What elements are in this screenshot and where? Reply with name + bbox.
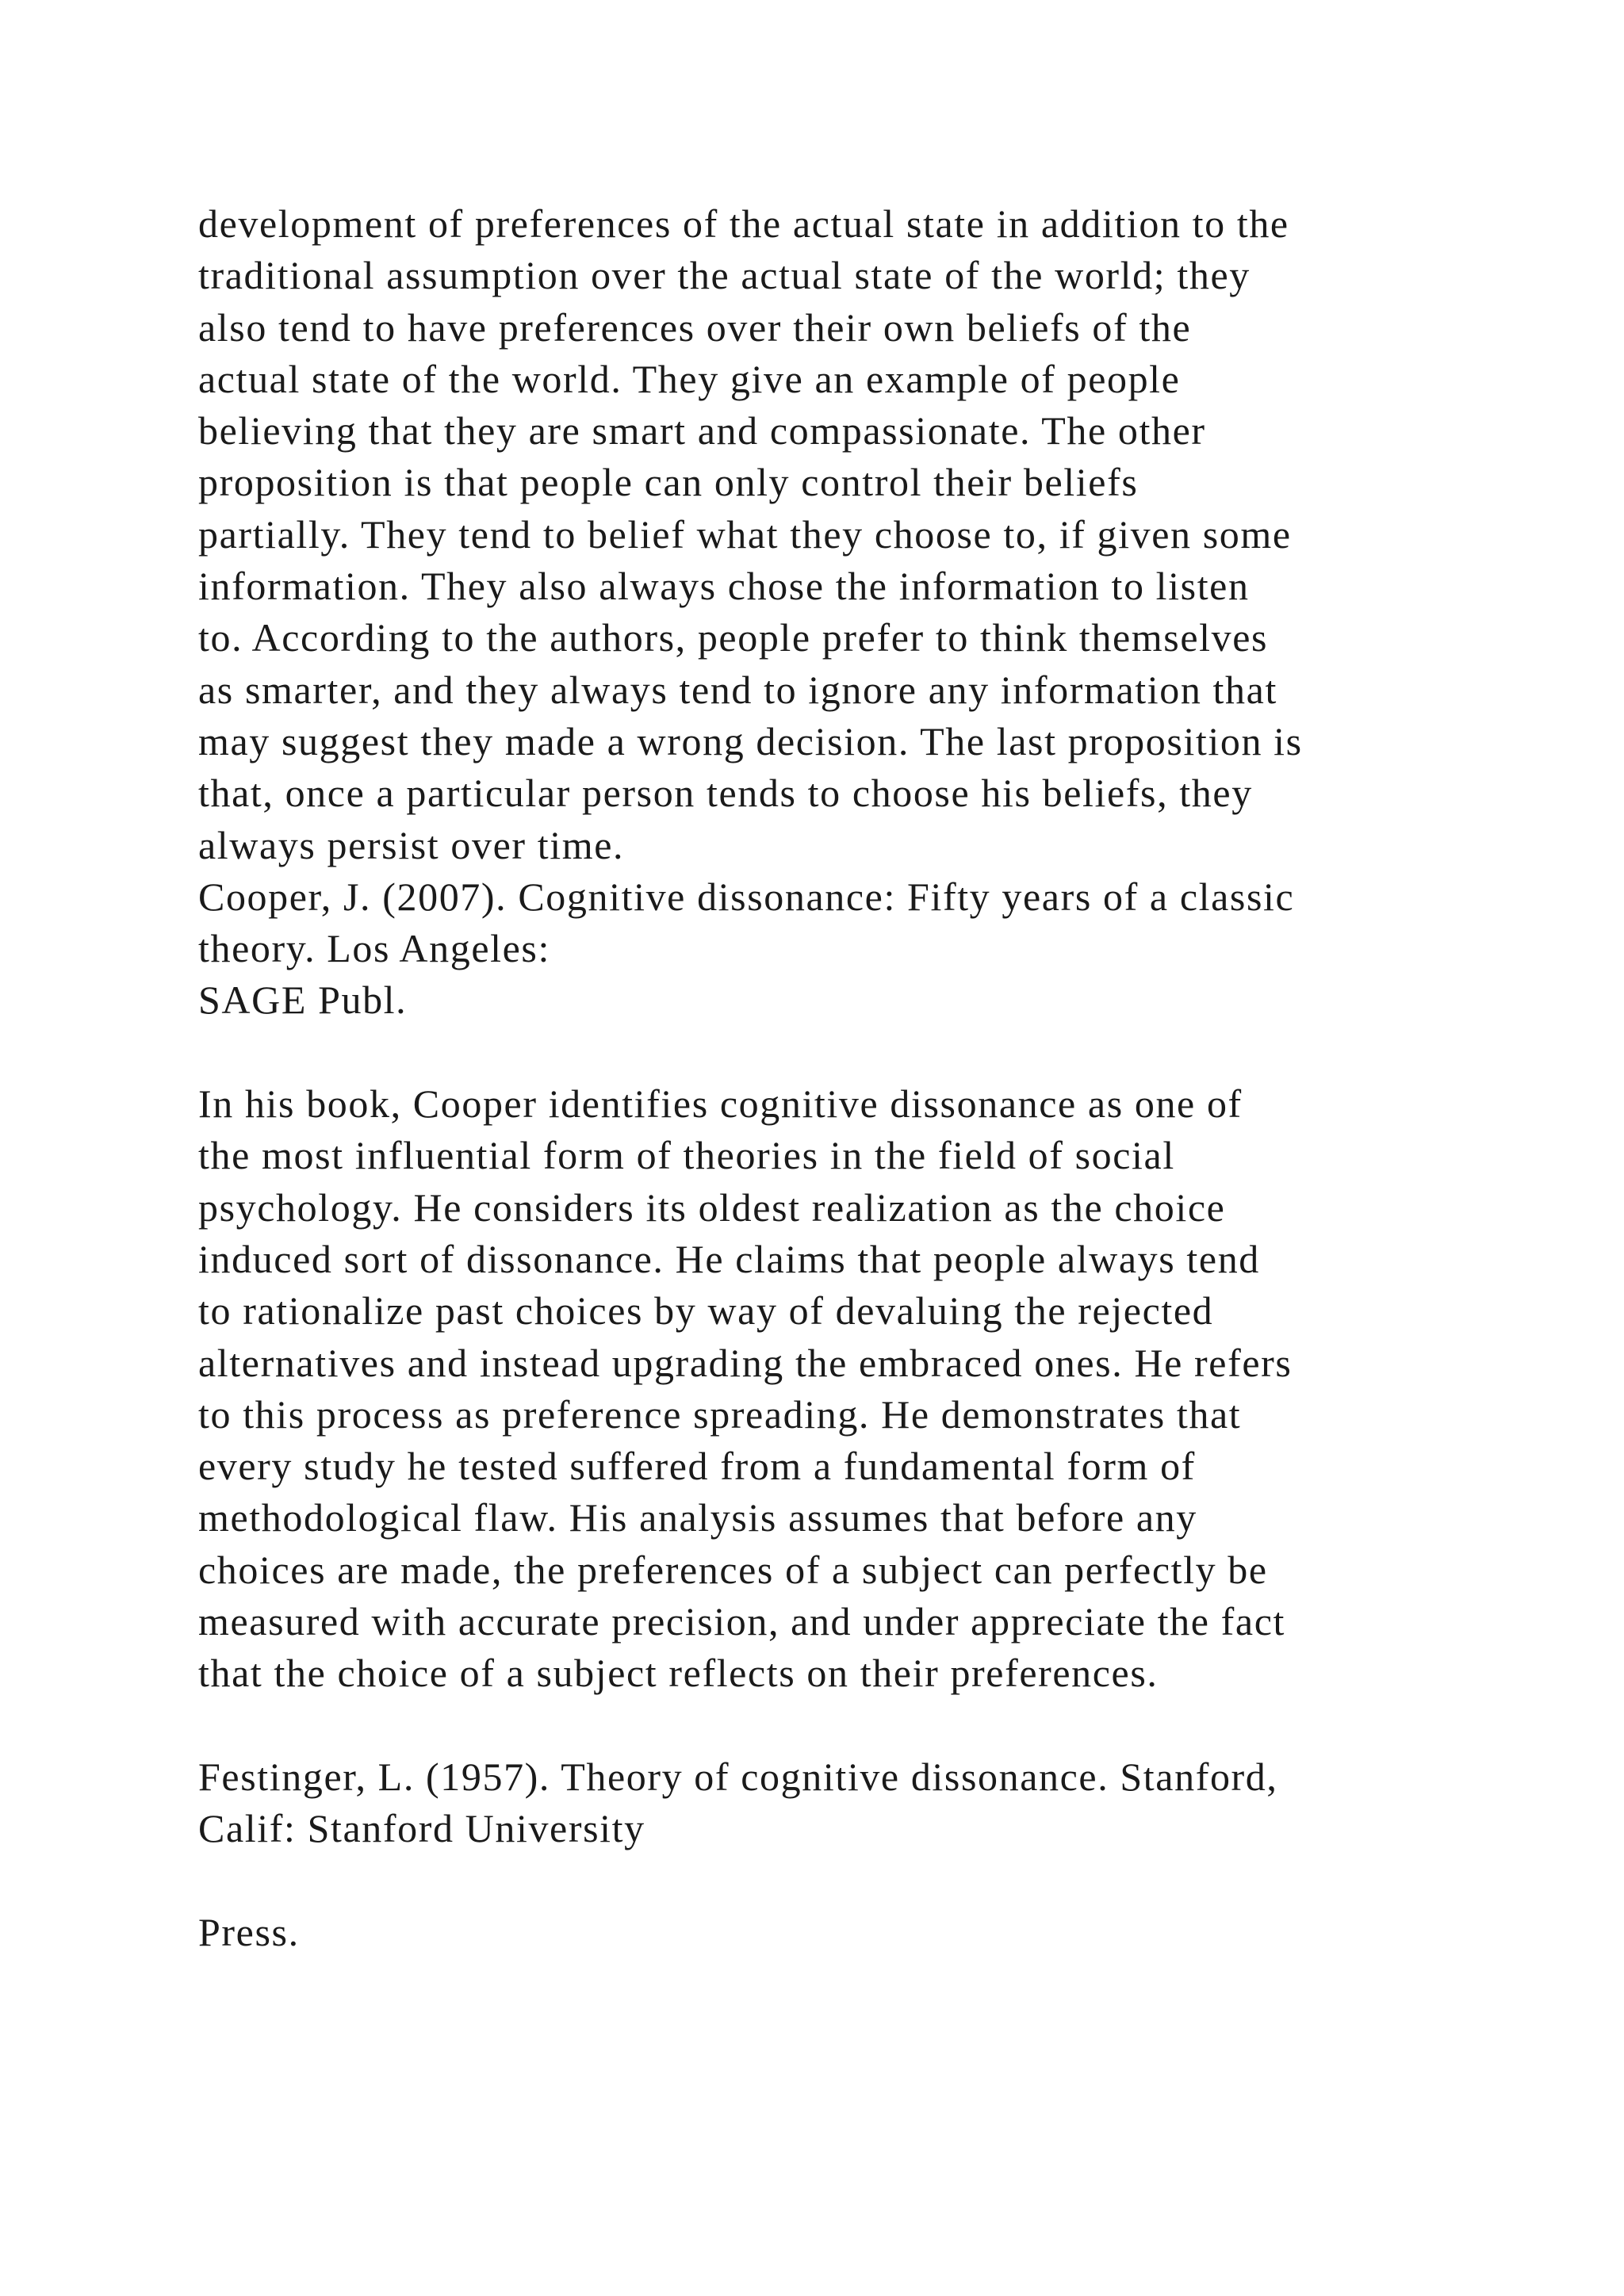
document-body (198, 198, 1499, 1958)
blank-line (198, 1855, 1499, 1907)
text-line: to. According to the authors, people prefer to think themselves (198, 615, 1269, 660)
text-line: partially. They tend to belief what they choose to, if given some (198, 511, 1292, 557)
text-line: In his book, Cooper identifies cognitive dissonance as one of (198, 1081, 1243, 1127)
text-line: information. They also always chose the information to listen (198, 564, 1250, 609)
blank-line (198, 1027, 1499, 1078)
text-line: that, once a particular person tends to choose his beliefs, they (198, 771, 1253, 816)
text-line: may suggest they made a wrong decision. The last proposition is (198, 718, 1303, 763)
text-line: actual state of the world. They give an example of people (198, 356, 1181, 401)
paragraph-cooper-summary (198, 1078, 1499, 1700)
blank-line (198, 1700, 1499, 1751)
text-line: alternatives and instead upgrading the embraced ones. He refers (198, 1340, 1293, 1385)
reference-festinger (198, 1751, 1499, 1855)
reference-line: SAGE Publ. (198, 978, 408, 1023)
text-line: traditional assumption over the actual state of the world; they (198, 253, 1251, 298)
text-line: psychology. He considers its oldest realization as the choice (198, 1184, 1226, 1230)
text-line: development of preferences of the actual state in addition to the (198, 201, 1289, 246)
text-line: always persist over time. (198, 822, 625, 867)
text-line: choices are made, the preferences of a subject can perfectly be (198, 1547, 1268, 1592)
text-line: to this process as preference spreading. He demonstrates that (198, 1391, 1242, 1437)
text-line: every study he tested suffered from a fundamental form of (198, 1444, 1196, 1489)
text-line: believing that they are smart and compassionate. The other (198, 408, 1206, 453)
reference-cooper (198, 871, 1499, 1027)
text-line: the most influential form of theories in the field of social (198, 1133, 1175, 1178)
text-line: as smarter, and they always tend to ignore any information that (198, 667, 1277, 712)
reference-festinger-tail: Press. (198, 1909, 300, 1954)
text-line: measured with accurate precision, and under appreciate the fact (198, 1599, 1285, 1644)
paragraph-propositions (198, 198, 1499, 871)
reference-line: Calif: Stanford University (198, 1806, 645, 1851)
text-line: that the choice of a subject reflects on their preferences. (198, 1651, 1159, 1696)
reference-line: Cooper, J. (2007). Cognitive dissonance: Fifty years of a classic (198, 874, 1295, 919)
reference-line: Festinger, L. (1957). Theory of cognitive dissonance. Stanford, (198, 1754, 1278, 1799)
text-line: induced sort of dissonance. He claims that people always tend (198, 1236, 1260, 1281)
text-line: proposition is that people can only control their beliefs (198, 460, 1139, 505)
text-line: also tend to have preferences over their own beliefs of the (198, 304, 1192, 350)
text-line: methodological flaw. His analysis assumes that before any (198, 1495, 1197, 1540)
reference-line: theory. Los Angeles: (198, 926, 550, 971)
text-line: to rationalize past choices by way of devaluing the rejected (198, 1288, 1214, 1334)
